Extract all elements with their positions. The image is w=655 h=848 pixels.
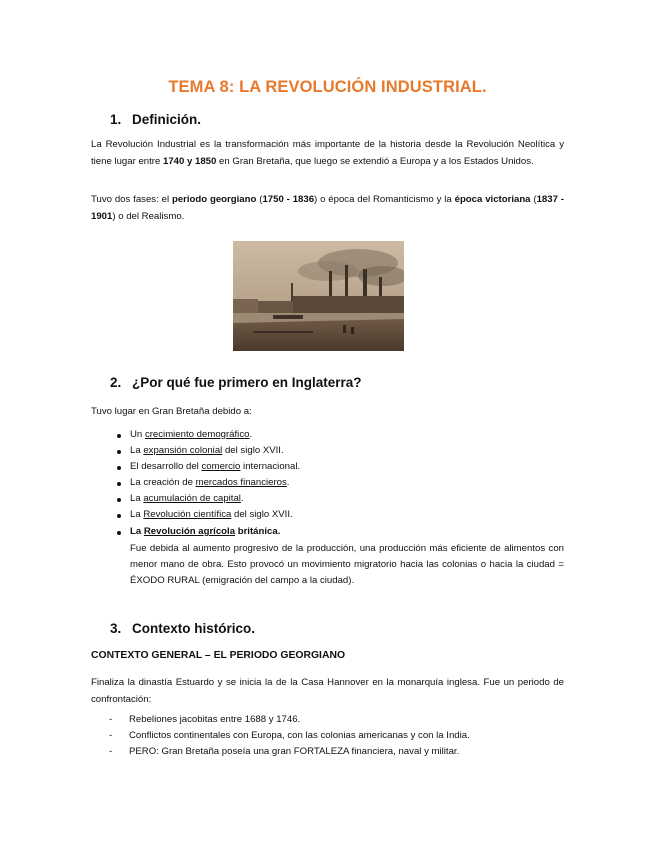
underlined-term: acumulación de capital	[143, 493, 241, 504]
section-2-number: 2.	[110, 375, 122, 390]
section-2-title: ¿Por qué fue primero en Inglaterra?	[132, 375, 362, 390]
phases-i: ) o del Realismo.	[112, 211, 185, 222]
phases-g: (	[530, 194, 537, 205]
underlined-term: Revolución científica	[143, 509, 232, 520]
def-text-a: La Revolución Industrial es la transformación más importante de la historia desde la Revolución Neolítica y tiene lugar entre	[91, 139, 564, 167]
bullet-icon	[117, 531, 121, 535]
def-text-c: en Gran Bretaña, que luego se extendió a Europa y a los Estados Unidos.	[216, 156, 534, 167]
bullet-icon	[117, 450, 121, 454]
context-intro: Finaliza la dinastía Estuardo y se inicia la de la Casa Hannover en la monarquía inglesa. Fue un periodo de confrontación:	[91, 677, 564, 705]
phases-victorian-dates: 1837 - 1901	[91, 194, 564, 222]
section-1-heading	[110, 112, 201, 127]
phases-e: ) o época del Romanticismo y la	[314, 194, 455, 205]
def-dates: 1740 y 1850	[163, 156, 217, 167]
phases-c: (	[256, 194, 263, 205]
bullet-icon	[117, 498, 121, 502]
dash-marker: -	[109, 714, 113, 725]
section-2-intro: Tuvo lugar en Gran Bretaña debido a:	[91, 406, 252, 417]
industrial-landscape-image	[233, 241, 404, 351]
underlined-term: crecimiento demográfico	[144, 429, 250, 440]
section-1-number: 1.	[110, 112, 122, 127]
bullet-icon	[117, 482, 121, 486]
dash-marker: -	[109, 746, 113, 757]
document-page: TEMA 8: LA REVOLUCIÓN INDUSTRIAL. 1. Definición. La Revolución Industrial es la transformación más importante de la historia desde la Revolución Neolítica y tiene lugar entre 1740 y 1850 en Gran Bretaña, que luego se extendió a Europa y a los Estados Unidos. Tuvo dos fases: el periodo georgiano (1750 - 1836) o época del Romanticismo y la época victoriana (1837 - 1901) o del Realismo. 2. ¿Por qué fue primero en Inglaterra? Tuvo lugar en Gran Bretaña debido a: Un crecimiento demográfico. La expansión colonial del siglo XVII. El desarrollo del comercio internacional. La creación de mercados financieros. La acumulación de capital. La Revolución científica del siglo XVII. La Revolución agrícola británica. Fue debida al aumento progresivo de la producción, una producción más eficiente de alimentos con menor mano de obra. Esto provocó un movimiento migratorio hacia las colonias o hacia la ciudad = ÉXODO RURAL (emigración del campo a la ciudad). 3. Contexto histórico. CONTEXTO GENERAL – EL PERIODO GEORGIANO Finaliza la dinastía Estuardo y se inicia la de la Casa Hannover en la monarquía inglesa. Fue un periodo de confrontación: - Rebeliones jacobitas entre 1688 y 1746. - Conflictos continentales con Europa, con las colonias americanas y con la India. - PERO: Gran Bretaña poseía una gran FORTALEZA financiera, naval y militar.	[0, 0, 655, 848]
underlined-term: Revolución agrícola	[143, 526, 236, 537]
agricultural-revolution-note: Fue debida al aumento progresivo de la producción, una producción más eficiente de alimentos con menor mano de obra. Esto provocó un movimiento migratorio hacia las colonias o hacia la ciudad = ÉXODO RURAL (emigración del campo a la ciudad).	[130, 543, 564, 586]
bullet-icon	[117, 514, 121, 518]
section-2-heading	[110, 375, 362, 390]
phases-paragraph	[91, 191, 564, 225]
section-3-number: 3.	[110, 621, 122, 636]
phases-georgian: periodo georgiano	[171, 194, 257, 205]
list-item: Rebeliones jacobitas entre 1688 y 1746.	[129, 714, 301, 725]
phases-georgian-dates: 1750 - 1836	[262, 194, 315, 205]
underlined-term: expansión colonial	[143, 445, 223, 456]
section-1-title: Definición.	[132, 112, 202, 127]
list-item: Conflictos continentales con Europa, con las colonias americanas y con la India.	[129, 730, 470, 741]
bullet-icon	[117, 466, 121, 470]
underlined-term: comercio	[201, 461, 241, 472]
section-3-heading	[110, 621, 255, 636]
phases-victorian: época victoriana	[454, 194, 531, 205]
dash-marker: -	[109, 730, 113, 741]
context-subheading: CONTEXTO GENERAL – EL PERIODO GEORGIANO	[91, 650, 346, 661]
page-title: TEMA 8: LA REVOLUCIÓN INDUSTRIAL.	[168, 78, 487, 96]
bullet-icon	[117, 434, 121, 438]
definition-paragraph	[91, 136, 564, 170]
phases-a: Tuvo dos fases: el	[91, 194, 172, 205]
section-3-title: Contexto histórico.	[132, 621, 256, 636]
list-item: PERO: Gran Bretaña poseía una gran FORTALEZA financiera, naval y militar.	[129, 746, 460, 757]
underlined-term: mercados financieros	[195, 477, 287, 488]
